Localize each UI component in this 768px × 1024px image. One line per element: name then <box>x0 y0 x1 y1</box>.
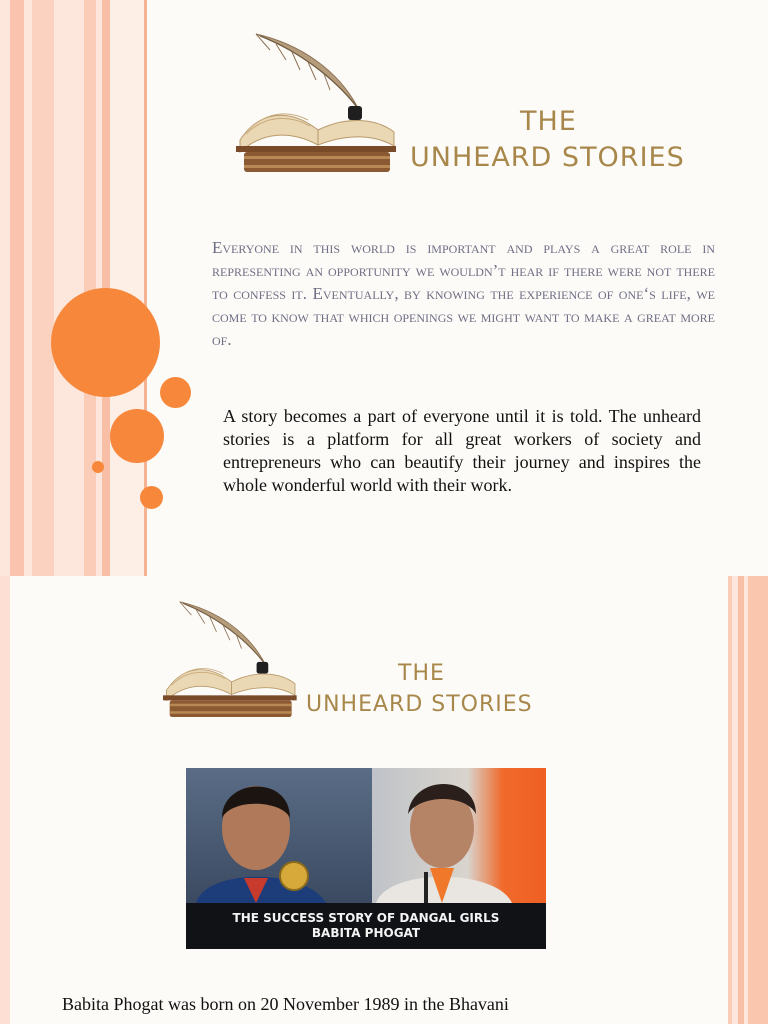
story-paragraph: A story becomes a part of everyone until it is told. The unheard stories is a platform for all great workers of society and entrepreneurs who can beautify their journey and inspires the whole wonderful world with their work. <box>223 406 701 495</box>
photo-left-panel <box>186 768 372 903</box>
decorative-circle-small <box>92 461 104 473</box>
brand-title-line1: THE <box>520 106 577 137</box>
slide-2 <box>0 576 768 1024</box>
person-silhouette-icon <box>186 768 372 903</box>
decorative-stripes <box>0 0 148 576</box>
photo-caption <box>186 903 546 949</box>
brand-title-line1: THE <box>398 661 445 686</box>
book-quill-logo <box>158 598 300 720</box>
intro-paragraph: Everyone in this world is important and plays a great role in representing an opportunity we wouldn’t hear if there were not there to confess it. Eventually, by knowing the experience of one‘s life, we come to know that which openings we might want to make a great more of. <box>212 238 716 349</box>
decorative-circle <box>110 409 164 463</box>
decorative-circle-large <box>51 288 160 397</box>
decorative-circle <box>140 486 163 509</box>
babita-phogat-photo <box>186 768 546 949</box>
decorative-stripes <box>728 576 768 1024</box>
brand-title-line2: UNHEARD STORIES <box>306 692 533 717</box>
person-silhouette-icon <box>372 768 546 903</box>
decorative-circle <box>160 377 191 408</box>
brand-title-line2: UNHEARD STORIES <box>410 142 685 173</box>
photo-caption-line2: BABITA PHOGAT <box>311 926 421 940</box>
photo-right-panel <box>372 768 546 903</box>
biography-paragraph: Babita Phogat was born on 20 November 1989 in the Bhavani <box>62 994 509 1014</box>
photo-caption-line1: THE SUCCESS STORY OF DANGAL GIRLS <box>232 911 500 925</box>
left-edge-stripe <box>0 576 10 1024</box>
book-quill-logo <box>230 30 400 175</box>
